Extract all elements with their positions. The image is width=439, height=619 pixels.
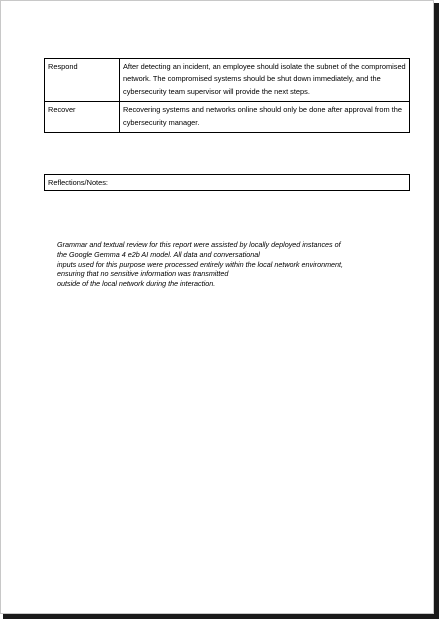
table-row bbox=[45, 59, 410, 102]
function-cell-respond: Respond bbox=[45, 59, 120, 102]
description-cell-respond: After detecting an incident, an employee should isolate the subnet of the compromised network. The compromised systems should be shut down immediately, and the cybersecurity team supervisor will provide the next steps. bbox=[120, 59, 410, 102]
function-cell-recover: Recover bbox=[45, 102, 120, 133]
ai-disclaimer bbox=[57, 240, 397, 289]
reflections-notes-box bbox=[44, 174, 410, 191]
disclaimer-line: outside of the local network during the interaction. bbox=[57, 279, 216, 289]
disclaimer-line: ensuring that no sensitive information was transmitted bbox=[57, 269, 229, 279]
page-shadow-right bbox=[434, 3, 439, 619]
reflections-notes-label: Reflections/Notes: bbox=[48, 178, 108, 187]
page-shadow-bottom bbox=[3, 614, 439, 619]
nist-function-table bbox=[44, 58, 410, 133]
disclaimer-line: the Google Gemma 4 e2b AI model. All data and conversational bbox=[57, 249, 260, 259]
table-row bbox=[45, 102, 410, 133]
description-cell-recover: Recovering systems and networks online should only be done after approval from the cybersecurity manager. bbox=[120, 102, 410, 133]
disclaimer-line: inputs used for this purpose were processed entirely within the local network environment, bbox=[57, 259, 344, 269]
disclaimer-line: Grammar and textual review for this report were assisted by locally deployed instances of bbox=[57, 240, 341, 249]
